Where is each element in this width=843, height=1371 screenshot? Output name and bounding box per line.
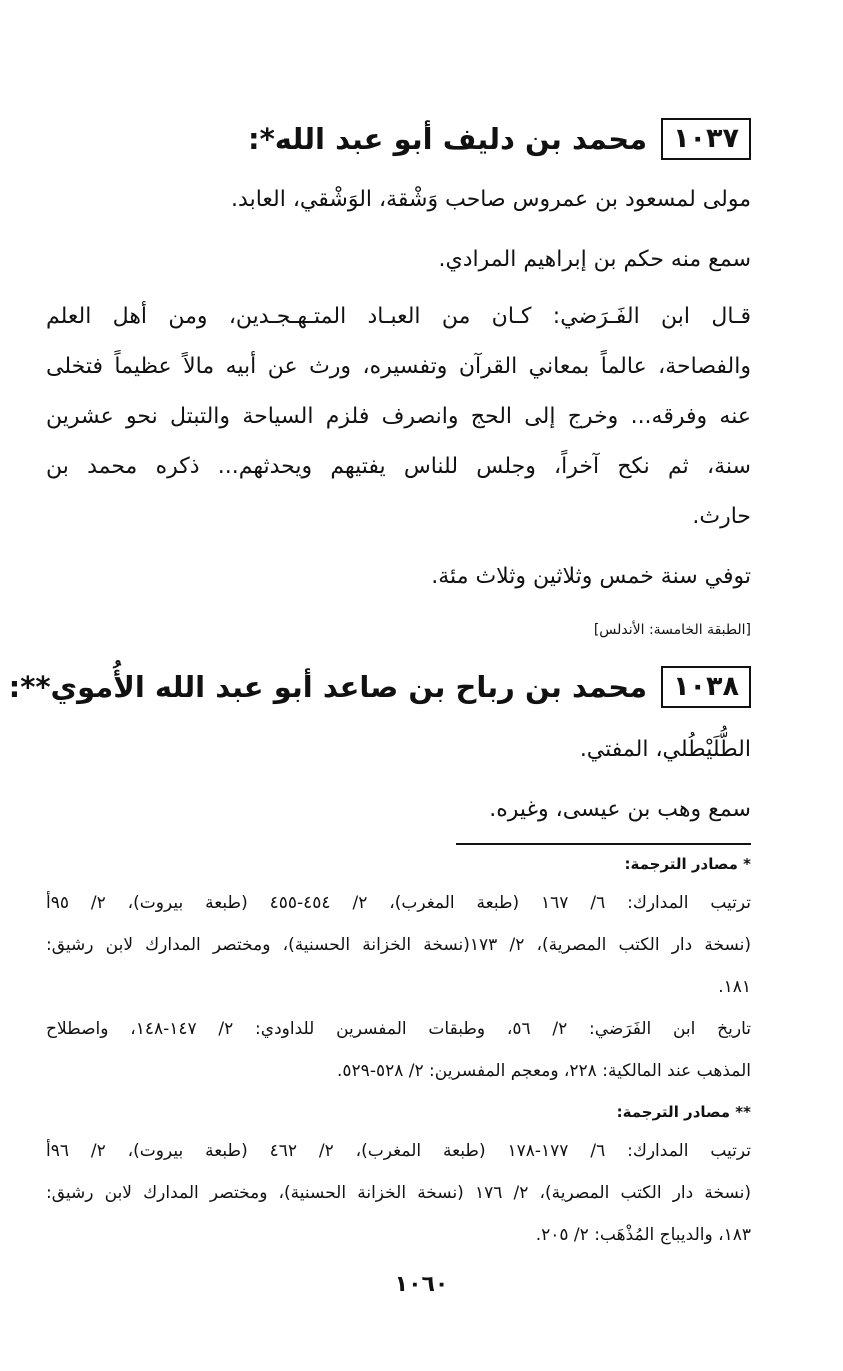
text-line: والفصاحة، عالماً بمعاني القرآن وتفسيره، ورث عن أبيه مالاً عظيماً فتخلى <box>46 354 751 379</box>
text-line: الطُّلَيْطُلي، المفتي. <box>579 737 751 762</box>
entry-header-1038 <box>9 666 751 708</box>
text-line: توفي سنة خمس وثلاثين وثلاث مئة. <box>431 564 751 589</box>
entry-title: محمد بن دليف أبو عبد الله*: <box>247 122 648 156</box>
footnote-line: ترتيب المدارك: ٦/ ١٦٧ (طبعة المغرب)، ٢/ ٤٥٤-٤٥٥ (طبعة بيروت)، ٢/ ٩٥أ <box>46 893 751 913</box>
section-tag: [الطبقة الخامسة: الأندلس] <box>593 622 751 638</box>
text-line: حارث. <box>692 504 751 529</box>
footnote-line: (نسخة دار الكتب المصرية)، ٢/ ١٧٦ (نسخة الخزانة الحسنية)، ومختصر المدارك لابن رشيق: <box>46 1183 751 1203</box>
page-number: ١٠٦٠ <box>394 1272 449 1297</box>
footnote-line: ١٨١. <box>718 977 751 997</box>
footnote-divider <box>456 843 751 845</box>
text-line: قـال ابن الفَـرَضي: كـان من العبـاد المتـهـجـدين، ومن أهل العلم <box>46 304 751 329</box>
footnote-heading: * مصادر الترجمة: <box>624 855 751 873</box>
footnote-line: ١٨٣، والديباج المُذْهَب: ٢/ ٢٠٥. <box>535 1225 751 1245</box>
entry-title: محمد بن رباح بن صاعد أبو عبد الله الأُموي**: <box>8 670 648 704</box>
text-line: سمع منه حكم بن إبراهيم المرادي. <box>438 247 751 272</box>
footnote-line: (نسخة دار الكتب المصرية)، ٢/ ١٧٣(نسخة الخزانة الحسنية)، ومختصر المدارك لابن رشيق: <box>46 935 751 955</box>
entry-number-box: ١٠٣٨ <box>661 666 751 708</box>
footnote-heading: ** مصادر الترجمة: <box>616 1103 751 1121</box>
text-line: مولى لمسعود بن عمروس صاحب وَشْقة، الوَشْقي، العابد. <box>231 187 751 212</box>
footnote-line: المذهب عند المالكية: ٢٢٨، ومعجم المفسرين: ٢/ ٥٢٨-٥٢٩. <box>337 1061 751 1081</box>
text-line: عنه وفرقه... وخرج إلى الحج وانصرف فلزم السياحة والتبتل نحو عشرين <box>46 404 751 429</box>
text-line: سمع وهب بن عيسى، وغيره. <box>489 797 751 822</box>
footnote-line: تاريخ ابن الفَرَضي: ٢/ ٥٦، وطبقات المفسرين للداودي: ٢/ ١٤٧-١٤٨، واصطلاح <box>46 1019 751 1039</box>
entry-header-1037 <box>248 118 751 160</box>
footnote-line: ترتيب المدارك: ٦/ ١٧٧-١٧٨ (طبعة المغرب)، ٢/ ٤٦٢ (طبعة بيروت)، ٢/ ٩٦أ <box>46 1141 751 1161</box>
entry-number-box: ١٠٣٧ <box>661 118 751 160</box>
text-line: سنة، ثم نكح آخراً، وجلس للناس يفتيهم ويحدثهم... ذكره محمد بن <box>46 454 751 479</box>
